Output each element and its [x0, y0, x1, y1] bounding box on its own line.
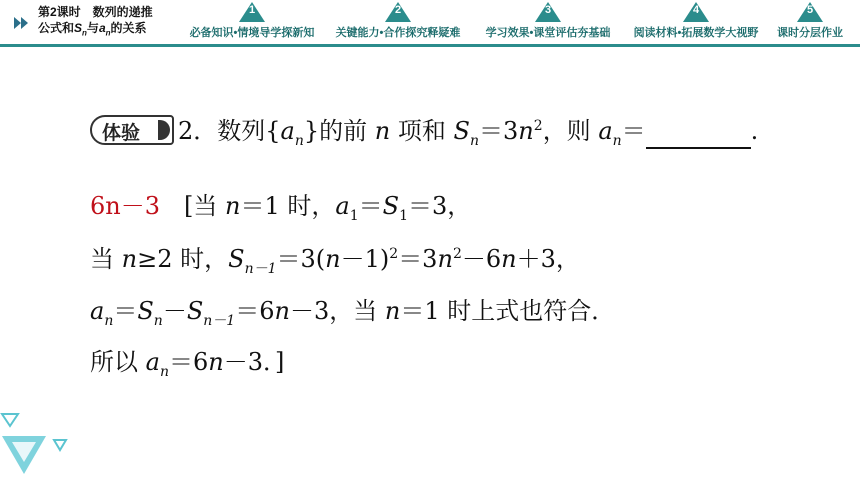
nav-item-3[interactable]: 3 学习效果•课堂评估夯基础 [485, 4, 611, 39]
answer: 6n－3 [90, 192, 160, 220]
nav-item-5[interactable]: 5 课时分层作业 [777, 4, 843, 39]
solution-line-1: 6n－3 [当 n＝1 时，$a_1=S_1=3$， [90, 192, 472, 224]
header-divider [0, 44, 860, 47]
nav-item-4[interactable]: 4 阅读材料•拓展数学大视野 [633, 4, 759, 39]
solution-line-4: 所以 $a_n=6n-3$．] [90, 348, 285, 380]
answer-blank [646, 125, 751, 149]
lesson-title: 第2课时 数列的递推 公式和$S_n$与$a_n$的关系 [38, 5, 153, 38]
solution-line-2: 当 n≥2 时，$S_{n-1}=3(n-1)^2=3n^2-6n+3$， [90, 245, 580, 277]
triangle-decoration-icon [0, 410, 80, 484]
experience-badge: 体验 [90, 115, 174, 145]
solution-line-3: $a_n=S_n-S_{n-1}=6n-3$，当 n＝1 时上式也符合． [90, 297, 616, 329]
nav-item-2[interactable]: 2 关键能力•合作探究释疑难 [335, 4, 461, 39]
problem-statement: 体验 2．数列$\{a_n\}$的前 n 项和 $S_n=3n^2$，则 $a_n=$ . [90, 111, 758, 149]
top-bar [0, 0, 860, 45]
play-icon [14, 17, 30, 29]
nav-item-1[interactable]: 1 必备知识•情境导学探新知 [189, 4, 315, 39]
